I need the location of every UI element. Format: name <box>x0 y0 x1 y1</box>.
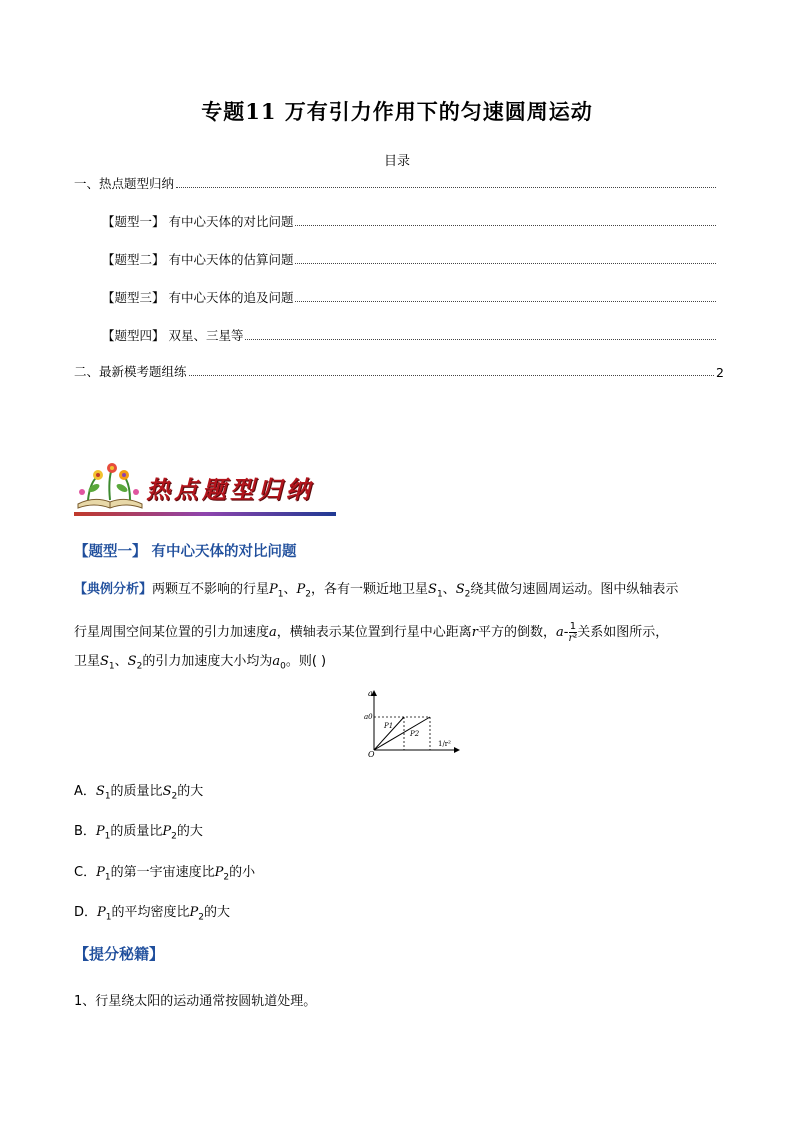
origin-label: O <box>368 750 375 758</box>
option-c[interactable]: C．$P_1$的第一宇宙速度比$P_2$的小 <box>74 865 256 883</box>
tips-heading: 【提分秘籍】 <box>74 945 165 963</box>
book-flowers-icon <box>74 462 146 512</box>
p1-label: P1 <box>384 722 394 730</box>
y-axis-label: a <box>368 689 373 698</box>
a0-label: a0 <box>364 713 373 721</box>
document-title: 专题11 万有引力作用下的匀速圆周运动 <box>201 99 593 124</box>
line-p2 <box>374 717 430 750</box>
acceleration-graph <box>364 688 460 758</box>
toc-item[interactable] <box>102 288 724 306</box>
toc-item-label: 【题型四】 双星、三星等 <box>102 328 244 343</box>
paragraph-line-1: 【典例分析】两颗互不影响的行星$P_1$、$P_2$，各有一颗近地卫星$S_1$、$S_2$绕其做匀速圆周运动。图中纵轴表示 <box>74 582 679 600</box>
option-a[interactable]: A．$S_1$的质量比$S_2$的大 <box>74 784 204 802</box>
option-b[interactable]: B．$P_1$的质量比$P_2$的大 <box>74 824 203 842</box>
toc-leader <box>245 339 716 340</box>
toc-leader <box>295 301 716 302</box>
banner-underline <box>74 512 336 516</box>
p2-label: P2 <box>410 730 420 738</box>
toc-heading: 目录 <box>383 154 410 169</box>
paragraph-line-3: 卫星$S_1$、$S_2$的引力加速度大小均为$a_0$。则( ) <box>74 653 327 672</box>
toc-item-label: 【题型二】 有中心天体的估算问题 <box>102 252 294 267</box>
toc-item[interactable] <box>74 174 724 192</box>
toc-leader <box>295 263 716 264</box>
question-type-heading: 【题型一】 有中心天体的对比问题 <box>74 544 297 560</box>
toc-leader <box>176 187 716 188</box>
toc-leader <box>189 375 715 376</box>
fraction-1-over-r2: $\frac{1}{\text{r²}}$ <box>568 620 578 644</box>
example-tag: 【典例分析】 <box>74 582 153 597</box>
option-d[interactable]: D．$P_1$的平均密度比$P_2$的大 <box>74 905 231 923</box>
x-axis-label: 1/r² <box>438 740 451 748</box>
toc-item-label: 【题型三】 有中心天体的追及问题 <box>102 290 294 305</box>
toc-leader <box>295 225 716 226</box>
section-banner-title: 热点题型归纳 <box>146 475 314 504</box>
toc-item-label: 二、最新模考题组练 <box>74 364 187 379</box>
toc-item[interactable] <box>102 250 724 268</box>
paragraph-line-2: 行星周围空间某位置的引力加速度a，横轴表示某位置到行星中心距离r平方的倒数，a- $\frac{1}{\text{r²}}$ 关系如图所示， <box>74 620 669 644</box>
toc-page: 2 <box>716 365 724 380</box>
tips-line-1: 1、行星绕太阳的运动通常按圆轨道处理。 <box>74 994 317 1009</box>
toc-item[interactable] <box>74 362 724 380</box>
toc-item[interactable] <box>102 212 724 230</box>
toc-item-label: 【题型一】 有中心天体的对比问题 <box>102 214 294 229</box>
toc-item[interactable] <box>102 326 724 344</box>
example-paragraph <box>74 574 724 682</box>
toc-item-label: 一、热点题型归纳 <box>74 176 175 191</box>
